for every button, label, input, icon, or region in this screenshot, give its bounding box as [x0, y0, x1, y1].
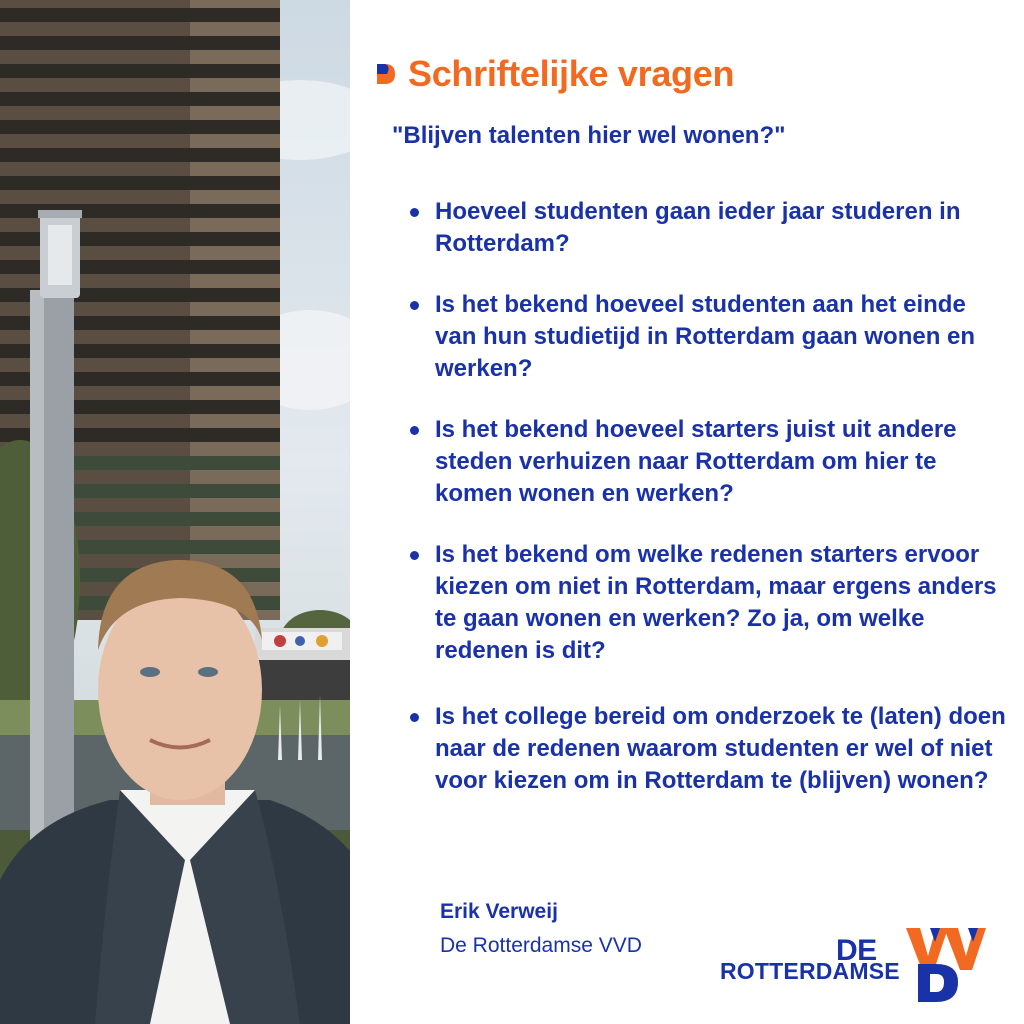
signature-name: Erik Verweij	[440, 900, 558, 923]
bullet-icon	[410, 551, 419, 560]
logo-line-city: ROTTERDAMSE	[720, 958, 900, 984]
logo-line-de: DE	[836, 934, 877, 967]
photo-illustration	[0, 0, 350, 1024]
play-icon	[372, 61, 398, 87]
bullet-icon	[410, 713, 419, 722]
list-item	[410, 289, 1010, 385]
bullet-icon	[410, 301, 419, 310]
window-band	[0, 176, 280, 190]
vvd-logo-mark	[900, 920, 996, 1004]
portrait-photo	[0, 0, 350, 1024]
window-band	[0, 120, 280, 134]
question-list	[410, 196, 1010, 826]
signature-organization: De Rotterdamse VVD	[440, 934, 642, 957]
bullet-icon	[410, 208, 419, 217]
window-band	[0, 92, 280, 106]
bullet-icon	[410, 426, 419, 435]
question-text: Is het bekend hoeveel studenten aan het einde van hun studietijd in Rotterdam gaan wonen en werken?	[435, 291, 976, 382]
page-title: Schriftelijke vragen	[408, 53, 735, 94]
window-band	[0, 8, 280, 22]
list-item	[410, 701, 1010, 797]
question-text: Hoeveel studenten gaan ieder jaar studeren in Rotterdam?	[435, 198, 961, 257]
list-item	[410, 414, 1010, 510]
subtitle-quote: "Blijven talenten hier wel wonen?"	[392, 122, 786, 149]
party-logo	[718, 920, 998, 1010]
heading-row	[372, 52, 734, 96]
question-text: Is het bekend om welke redenen starters ervoor kiezen om niet in Rotterdam, maar ergens anders te gaan wonen en werken? Zo ja, om welke redenen is dit?	[435, 541, 997, 664]
window-band	[0, 148, 280, 162]
window-band	[0, 36, 280, 50]
list-item	[410, 196, 1010, 260]
window-band	[0, 64, 280, 78]
question-text: Is het bekend hoeveel starters juist uit andere steden verhuizen naar Rotterdam om hier te komen wonen en werken?	[435, 416, 957, 507]
question-text: Is het college bereid om onderzoek te (laten) doen naar de redenen waarom studenten er wel of niet voor kiezen om in Rotterdam te (blijven) wonen?	[435, 703, 1006, 794]
list-item	[410, 539, 1010, 667]
